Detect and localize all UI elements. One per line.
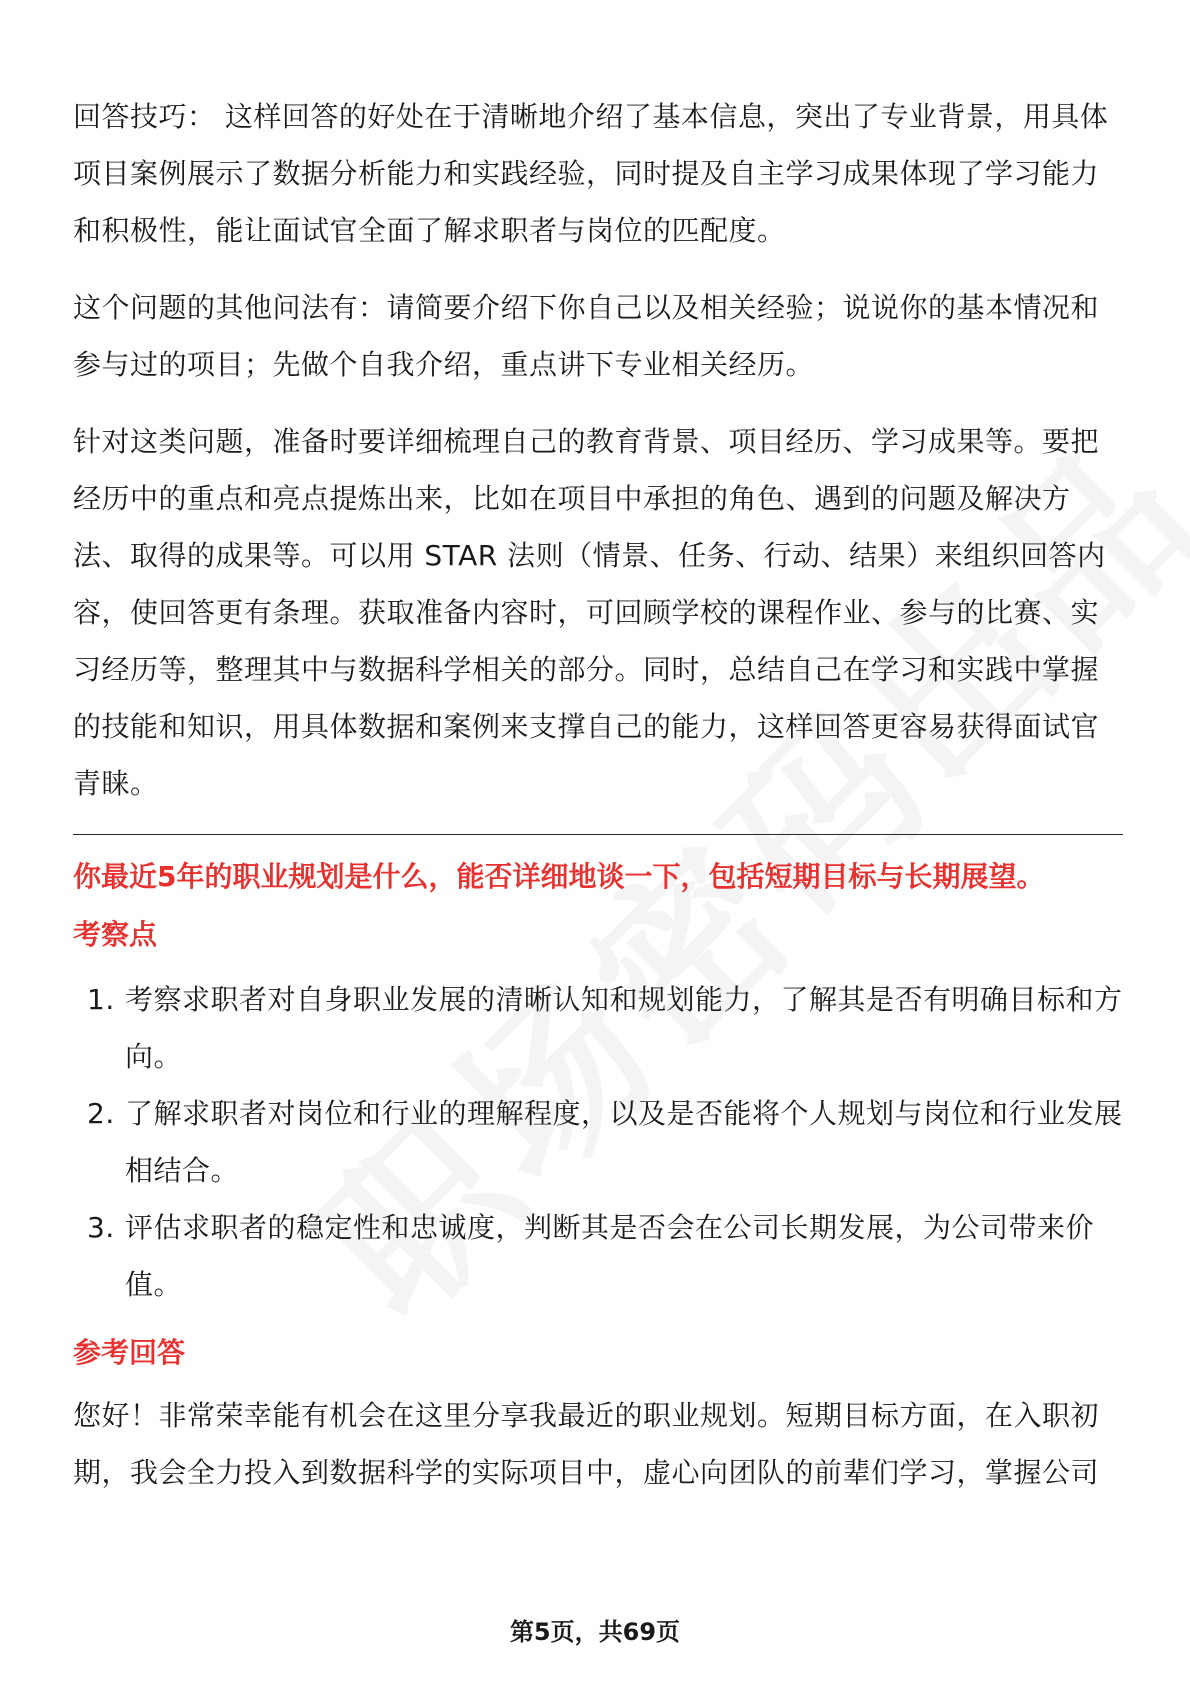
paragraph-alternative-questions: 这个问题的其他问法有：请简要介绍下你自己以及相关经验；说说你的基本情况和参与过的项目；先做个自我介绍，重点讲下专业相关经历。 xyxy=(73,291,1100,381)
answer-heading: 参考回答 xyxy=(73,1336,186,1369)
list-item-number: 1. xyxy=(87,983,115,1016)
question-heading: 你最近5年的职业规划是什么，能否详细地谈一下，包括短期目标与长期展望。 xyxy=(73,860,1045,893)
list-item-text: 了解求职者对岗位和行业的理解程度，以及是否能将个人规划与岗位和行业发展相结合。 xyxy=(125,1097,1123,1187)
paragraph-reference-answer: 您好！非常荣幸能有机会在这里分享我最近的职业规划。短期目标方面，在入职初期，我会全力投入到数据科学的实际项目中，虚心向团队的前辈们学习，掌握公司 xyxy=(73,1399,1100,1489)
list-item-text: 评估求职者的稳定性和忠诚度，判断其是否会在公司长期发展，为公司带来价值。 xyxy=(125,1211,1095,1301)
page-content xyxy=(73,88,1123,1521)
list-item xyxy=(73,1199,1123,1313)
points-list xyxy=(73,971,1123,1313)
list-item-text: 考察求职者对自身职业发展的清晰认知和规划能力，了解其是否有明确目标和方向。 xyxy=(125,983,1123,1073)
list-item xyxy=(73,1085,1123,1199)
paragraph-answer-tips: 回答技巧： 这样回答的好处在于清晰地介绍了基本信息，突出了专业背景，用具体项目案例展示了数据分析能力和实践经验，同时提及自主学习成果体现了学习能力和积极性，能让面试官全面了解求职者与岗位的匹配度。 xyxy=(73,100,1109,247)
list-item-number: 3. xyxy=(87,1211,115,1244)
section-divider xyxy=(73,834,1123,835)
paragraph-preparation-advice: 针对这类问题，准备时要详细梳理自己的教育背景、项目经历、学习成果等。要把经历中的重点和亮点提炼出来，比如在项目中承担的角色、遇到的问题及解决方法、取得的成果等。可以用 STAR 法则（情景、任务、行动、结果）来组织回答内容，使回答更有条理。获取准备内容时，可回顾学校的课程作业、参与的比赛、实习经历等，整理其中与数据科学相关的部分。同时，总结自己在学习和实践中掌握的技能和知识，用具体数据和案例来支撑自己的能力，这样回答更容易获得面试官青睐。 xyxy=(73,425,1106,800)
page-number: 第5页，共69页 xyxy=(509,1618,681,1646)
points-heading: 考察点 xyxy=(73,918,158,951)
list-item-number: 2. xyxy=(87,1097,115,1130)
list-item xyxy=(73,971,1123,1085)
